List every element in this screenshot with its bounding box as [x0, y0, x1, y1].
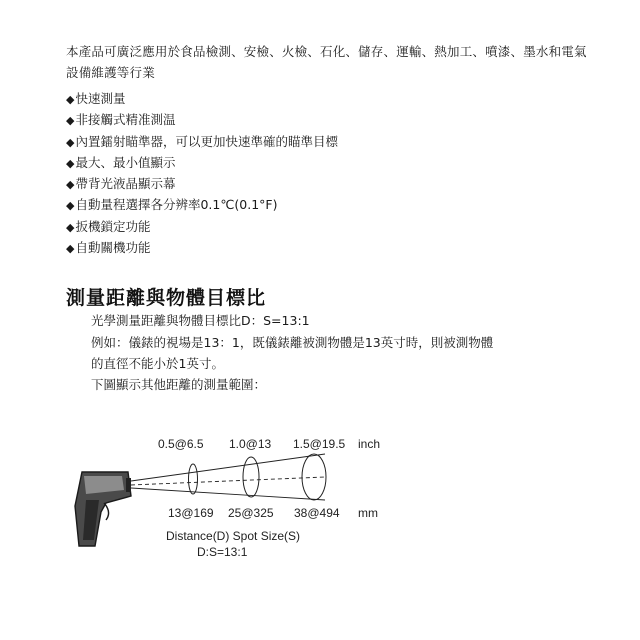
diamond-bullet-icon: ◆: [66, 135, 75, 149]
beam-cone: [131, 454, 325, 500]
feature-label: 帶背光液晶顯示幕: [75, 176, 176, 192]
inch-label: 0.5@6.5: [158, 437, 204, 451]
ratio-paragraph: 光學測量距離與物體目標比D：S=13:1: [91, 313, 310, 328]
feature-label: 快速測量: [75, 91, 126, 106]
spot-ellipse-medium: [243, 457, 259, 497]
diamond-bullet-icon: ◆: [66, 156, 75, 170]
feature-label: 扳機鎖定功能: [75, 218, 151, 234]
example-paragraph-line-2: 的直徑不能小於1英寸。: [91, 356, 224, 371]
thermometer-gun-icon: [75, 472, 131, 546]
diamond-bullet-icon: ◆: [66, 93, 75, 106]
mm-label: 38@494: [294, 506, 340, 520]
mm-unit: mm: [358, 506, 378, 520]
diamond-bullet-icon: ◆: [66, 242, 75, 256]
feature-label: 自動關機功能: [75, 240, 151, 256]
inch-unit: inch: [358, 437, 381, 451]
inch-label: 1.0@13: [229, 437, 272, 451]
diagram-caption: 下圖顯示其他距離的測量範圍：: [91, 377, 267, 392]
diamond-bullet-icon: ◆: [66, 178, 75, 192]
spot-ellipse-small: [189, 464, 198, 494]
section-title: 測量距離與物體目標比: [66, 287, 267, 309]
inch-label: 1.5@19.5: [293, 437, 346, 451]
example-paragraph-line-1: 例如：儀錶的視場是13：1，既儀錶離被測物體是13英寸時，則被測物體: [91, 335, 494, 350]
mm-label: 25@325: [228, 506, 274, 520]
diamond-bullet-icon: ◆: [66, 220, 75, 234]
feature-label: 非接觸式精准測温: [75, 112, 176, 128]
diagram-ratio: D:S=13:1: [197, 545, 248, 559]
diamond-bullet-icon: ◆: [66, 114, 75, 128]
feature-label: 最大、最小值顯示: [75, 154, 176, 170]
diagram-legend: Distance(D) Spot Size(S): [166, 529, 301, 543]
feature-label: 內置鐳射瞄準器，可以更加快速準確的瞄準目標: [75, 133, 338, 149]
intro-paragraph: 本產品可廣泛應用於食品檢測、安檢、火檢、石化、儲存、運輸、熱加工、噴漆、墨水和電氣設備維護等行業: [66, 44, 587, 80]
mm-label: 13@169: [168, 506, 214, 520]
feature-label: 自動量程選擇各分辨率0.1℃(0.1°F): [75, 197, 278, 213]
diamond-bullet-icon: ◆: [66, 199, 75, 213]
